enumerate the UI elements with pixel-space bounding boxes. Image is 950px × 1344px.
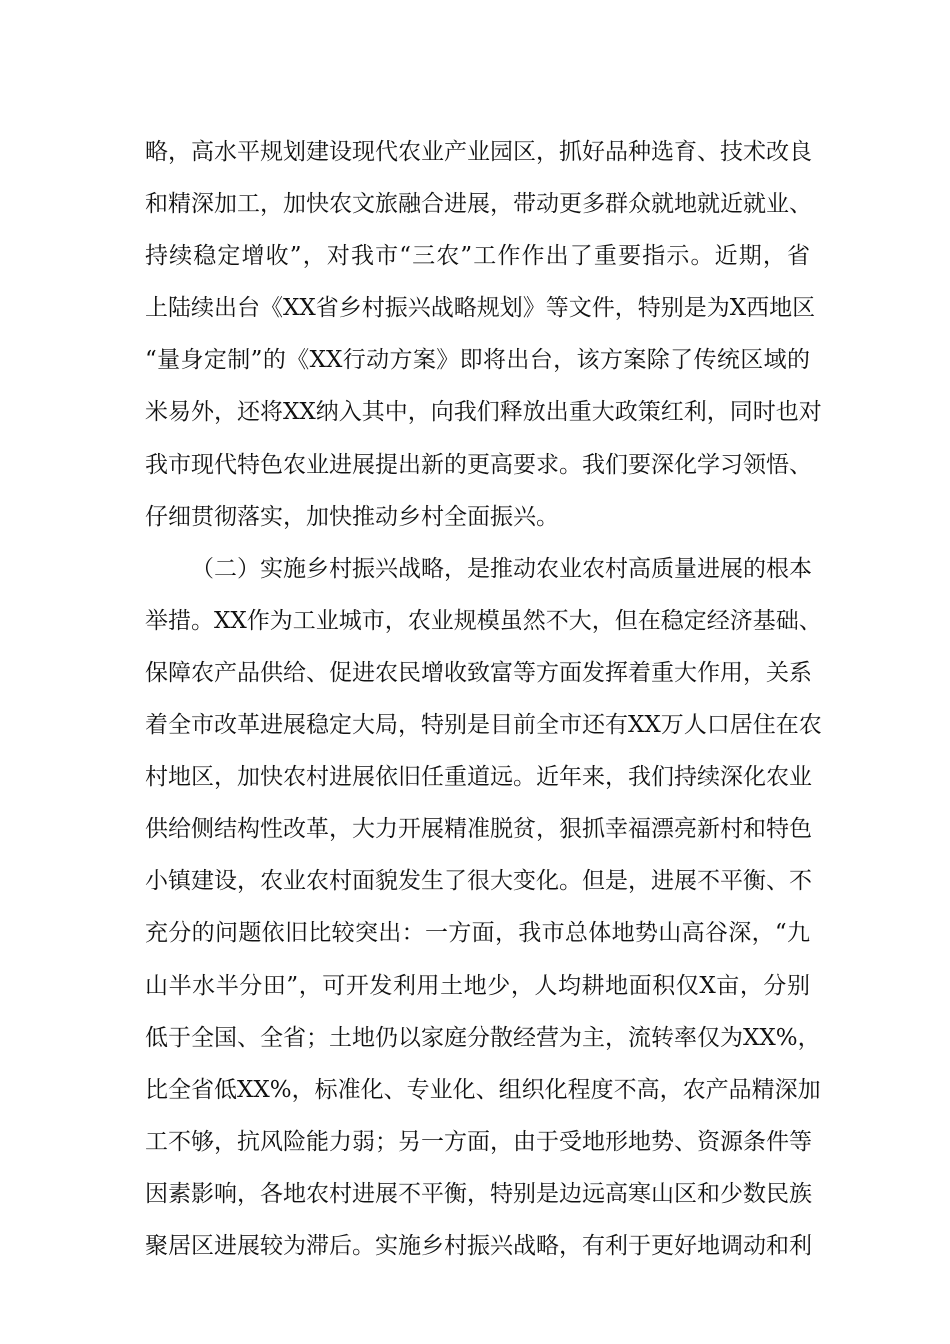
text-line: 比全省低XX%，标准化、专业化、组织化程度不高，农产品精深加 (145, 1076, 821, 1103)
text-line: 因素影响，各地农村进展不平衡，特别是边远高寒山区和少数民族 (145, 1180, 812, 1207)
text-line: 米易外，还将XX纳入其中，向我们释放出重大政策红利，同时也对 (145, 399, 822, 426)
text-line: 持续稳定增收”，对我市“三农”工作作出了重要指示。近期，省 (145, 243, 810, 270)
text-line: 保障农产品供给、促进农民增收致富等方面发挥着重大作用，关系 (145, 659, 812, 686)
text-line: 充分的问题依旧比较突出：一方面，我市总体地势山高谷深，“九 (145, 920, 810, 947)
text-line: 举措。XX作为工业城市，农业规模虽然不大，但在稳定经济基础、 (145, 607, 822, 634)
text-line: 仔细贯彻落实，加快推动乡村全面振兴。 (145, 503, 559, 530)
text-line: 着全市改革进展稳定大局，特别是目前全市还有XX万人口居住在农 (145, 712, 822, 739)
text-line: 低于全国、全省；土地仍以家庭分散经营为主，流转率仅为XX%， (145, 1024, 821, 1051)
paragraph-1 (145, 126, 822, 543)
text-line: 工不够，抗风险能力弱；另一方面，由于受地形地势、资源条件等 (145, 1128, 812, 1155)
text-line: 山半水半分田”，可开发利用土地少，人均耕地面积仅X亩，分别 (145, 972, 810, 999)
paragraph-2 (145, 543, 822, 1272)
text-line: 略，高水平规划建设现代农业产业园区，抓好品种选育、技术改良 (145, 139, 812, 165)
text-line: 我市现代特色农业进展提出新的更高要求。我们要深化学习领悟、 (145, 451, 812, 478)
text-line: （二）实施乡村振兴战略，是推动农业农村高质量进展的根本 (191, 555, 812, 582)
text-line: 村地区，加快农村进展依旧任重道远。近年来，我们持续深化农业 (145, 764, 812, 791)
document-body (145, 126, 822, 1272)
text-line: “量身定制”的《XX行动方案》即将出台，该方案除了传统区域的 (145, 347, 810, 374)
text-line: 小镇建设，农业农村面貌发生了很大变化。但是，进展不平衡、不 (145, 868, 812, 895)
text-line: 和精深加工，加快农文旅融合进展，带动更多群众就地就近就业、 (145, 191, 812, 218)
text-line: 聚居区进展较为滞后。实施乡村振兴战略，有利于更好地调动和利 (145, 1232, 812, 1259)
text-line: 上陆续出台《XX省乡村振兴战略规划》等文件，特别是为X西地区 (145, 295, 816, 322)
text-line: 供给侧结构性改革，大力开展精准脱贫，狠抓幸福漂亮新村和特色 (145, 816, 812, 843)
